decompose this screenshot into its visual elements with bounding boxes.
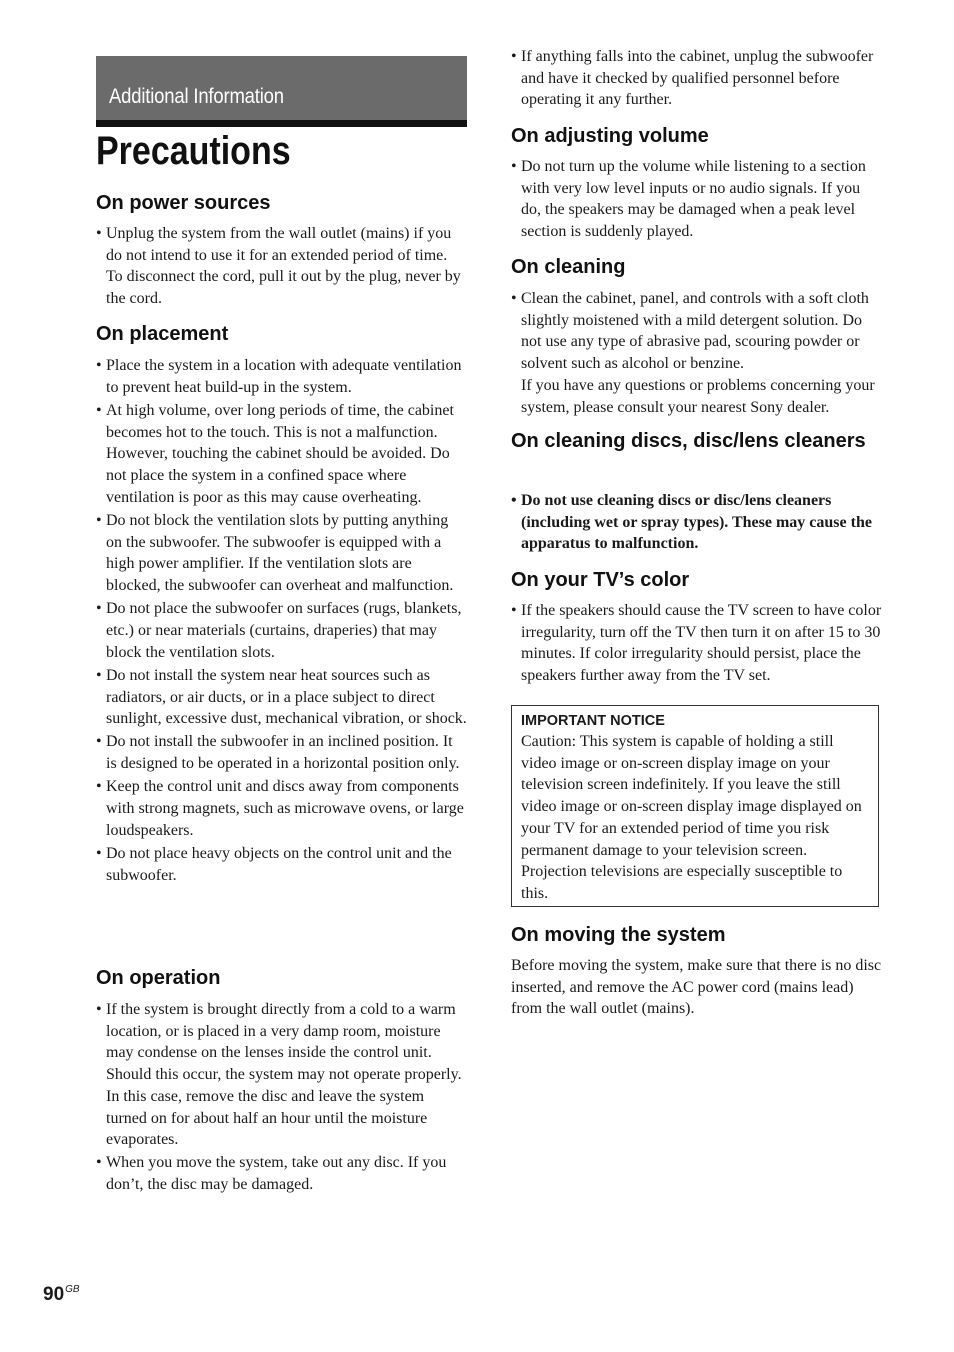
list-item: • Keep the control unit and discs away from components with strong magnets, such as microwave ovens, or large loudspeakers.	[96, 776, 467, 841]
heading-moving: On moving the system	[511, 924, 726, 946]
section-banner	[96, 56, 467, 120]
list-cleaning-discs	[511, 490, 882, 557]
heading-cleaning: On cleaning	[511, 256, 626, 278]
heading-adjusting-volume: On adjusting volume	[511, 125, 709, 147]
list-item	[511, 288, 882, 418]
banner-rule	[96, 120, 467, 127]
heading-power-sources: On power sources	[96, 192, 271, 214]
list-item: • Do not use cleaning discs or disc/lens cleaners (including wet or spray types). These may cause the apparatus to malfunction.	[511, 490, 882, 555]
list-item: • If anything falls into the cabinet, unplug the subwoofer and have it checked by qualified personnel before operating it any further.	[511, 46, 882, 111]
heading-operation: On operation	[96, 967, 221, 989]
list-item: • Do not place heavy objects on the control unit and the subwoofer.	[96, 843, 467, 886]
list-item: • Do not place the subwoofer on surfaces (rugs, blankets, etc.) or near materials (curtains, draperies) that may block the ventilation slots.	[96, 598, 467, 663]
list-placement	[96, 355, 467, 888]
list-cleaning	[511, 288, 882, 420]
list-item: • When you move the system, take out any disc. If you don’t, the disc may be damaged.	[96, 1152, 467, 1195]
list-item: • Do not turn up the volume while listening to a section with very low level inputs or no audio signals. If you do, the speakers may be damaged when a peak level section is suddenly played.	[511, 156, 882, 243]
list-item: • At high volume, over long periods of time, the cabinet becomes hot to the touch. This is not a malfunction. However, touching the cabinet should be avoided. Do not place the system in a confined space where ventilation is poor as this may cause overheating.	[96, 400, 467, 509]
page-number-suffix: GB	[65, 1284, 80, 1295]
list-item: • If the system is brought directly from a cold to a warm location, or is placed in a very damp room, moisture may condense on the lenses inside the control unit. Should this occur, the system may not operate properly. In this case, remove the disc and leave the system turned on for about half an hour until the moisture evaporates.	[96, 999, 467, 1151]
list-power-sources	[96, 223, 467, 311]
important-notice-box	[511, 705, 879, 907]
cleaning-text: Clean the cabinet, panel, and controls with a soft cloth slightly moistened with a mild detergent solution. Do not use any type of abrasive pad, scouring powder or solvent such as alcohol or benzine.	[521, 290, 869, 373]
heading-placement: On placement	[96, 323, 229, 345]
list-item: • Do not install the system near heat sources such as radiators, or air ducts, or in a place subject to direct sunlight, excessive dust, mechanical vibration, or shock.	[96, 665, 467, 730]
list-item: • Unplug the system from the wall outlet (mains) if you do not intend to use it for an extended period of time. To disconnect the cord, pull it out by the plug, never by the cord.	[96, 223, 467, 310]
list-item: • Do not block the ventilation slots by putting anything on the subwoofer. The subwoofer is equipped with a high power amplifier. If the ventilation slots are blocked, the subwoofer can overheat and malfunction.	[96, 510, 467, 597]
list-adjusting-volume	[511, 156, 882, 244]
important-notice-body: Caution: This system is capable of holding a still video image or on-screen display image on your television screen indefinitely. If you leave the still video image or on-screen display image displayed on your TV for an extended period of time you risk permanent damage to your television screen. Projection televisions are especially susceptible to this.	[521, 733, 862, 902]
cleaning-followup: If you have any questions or problems concerning your system, please consult your nearest Sony dealer.	[521, 376, 875, 416]
list-operation-continued	[511, 46, 882, 113]
list-tv-color	[511, 600, 882, 688]
list-item: • If the speakers should cause the TV screen to have color irregularity, turn off the TV then turn it on after 15 to 30 minutes. If color irregularity should persist, place the speakers further away from the TV set.	[511, 600, 882, 687]
page-title: Precautions	[96, 129, 291, 173]
list-item: • Place the system in a location with adequate ventilation to prevent heat build-up in the system.	[96, 355, 467, 398]
page-number: $90^{GB}$	[43, 1284, 80, 1305]
heading-tv-color: On your TV’s color	[511, 569, 690, 591]
list-item: • Do not install the subwoofer in an inclined position. It is designed to be operated in a horizontal position only.	[96, 731, 467, 774]
moving-text: Before moving the system, make sure that there is no disc inserted, and remove the AC power cord (mains lead) from the wall outlet (mains).	[511, 957, 882, 1018]
heading-cleaning-discs: On cleaning discs, disc/lens cleaners	[511, 430, 866, 452]
list-operation	[96, 999, 467, 1197]
section-banner-label: Additional Information	[109, 85, 284, 108]
important-notice-title: IMPORTANT NOTICE	[521, 713, 665, 729]
